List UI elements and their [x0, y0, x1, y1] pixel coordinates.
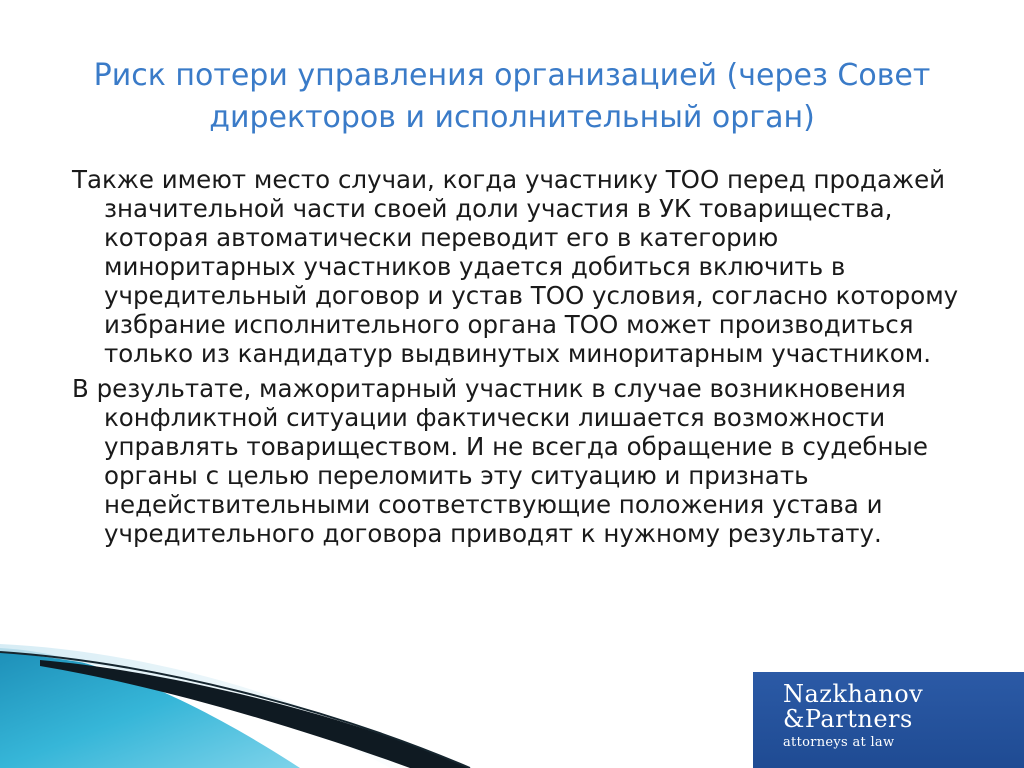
paragraph-2: В результате, мажоритарный участник в случае возникновения конфликтной ситуации фактически лишается возможности управлять товариществом. И не всегда обращение в судебные органы с целью переломить эту ситуацию и признать недействительными соответствующие положения устава и учредительного договора приводят к нужному результату. — [72, 374, 928, 548]
swoosh-thin-line — [0, 652, 470, 768]
swoosh-light-shape — [0, 644, 430, 768]
slide-title: Риск потери управления организацией (через Совет директоров и исполнительный орган) — [93, 58, 931, 135]
logo-line-2: &Partners — [783, 705, 913, 733]
logo-line-1: Nazkhanov — [783, 680, 924, 708]
swoosh-teal-shape — [0, 648, 300, 768]
swoosh-dark-band — [40, 660, 470, 768]
logo-line-3: attorneys at law — [783, 735, 895, 750]
company-logo — [753, 672, 1024, 768]
slide-body — [72, 165, 972, 554]
paragraph-1: Также имеют место случаи, когда участнику ТОО перед продажей значительной части своей доли участия в УК товарищества, которая автоматически переводит его в категорию миноритарных участников удается добиться включить в учредительный договор и устав ТОО условия, согласно которому избрание исполнительного органа ТОО может производиться только из кандидатур выдвинутых миноритарным участником. — [72, 165, 959, 368]
